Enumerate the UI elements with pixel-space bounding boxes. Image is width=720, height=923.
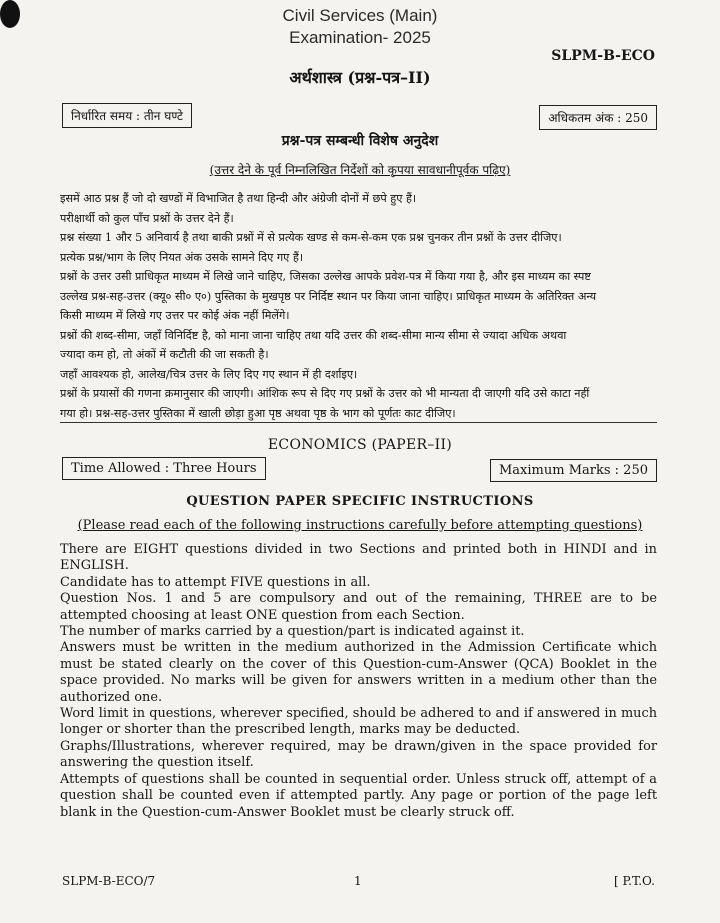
english-instructions-heading: QUESTION PAPER SPECIFIC INSTRUCTIONS: [186, 494, 534, 509]
hindi-line: गया हो। प्रश्न-सह-उत्तर पुस्तिका में खाली छोड़ा हुआ पृष्ठ अथवा पृष्ठ के भाग को पूर्णतः काट दीजिए।: [60, 406, 456, 420]
english-instruction: Attempts of questions shall be counted in sequential order. Unless struck off, attempt of a question shall be counted even if attempted partly. Any page or portion of the page left blank in the Question-cum-Answer Booklet must be clearly struck off.: [60, 771, 657, 820]
english-instructions-list: [60, 542, 657, 821]
footer-page-number: 1: [354, 874, 362, 888]
english-instructions-subheading: (Please read each of the following instructions carefully before attempting questions): [77, 518, 643, 533]
english-instruction: Candidate has to attempt FIVE questions in all.: [60, 574, 371, 590]
hindi-paper-title: अर्थशास्त्र (प्रश्न-पत्र–II): [289, 68, 431, 87]
hindi-line: किसी माध्यम में लिखे गए उत्तर पर कोई अंक नहीं मिलेंगे।: [60, 309, 290, 322]
hindi-line: परीक्षार्थी को कुल पाँच प्रश्नों के उत्तर देने हैं।: [60, 211, 234, 225]
hindi-instructions-heading: प्रश्न-पत्र सम्बन्धी विशेष अनुदेश: [281, 133, 439, 149]
hindi-line: प्रश्नों की शब्द-सीमा, जहाँ विनिर्दिष्ट है, को माना जाना चाहिए तथा यदि उत्तर की शब्द-सीमा मान्य सीमा से ज्यादा अधिक अथवा: [60, 328, 567, 342]
hindi-line: प्रश्न संख्या 1 और 5 अनिवार्य है तथा बाकी प्रश्नों में से प्रत्येक खण्ड से कम-से-कम एक प्रश्न चुनकर तीन प्रश्नों के उत्तर दीजिए।: [60, 231, 562, 244]
footer-paper-code: SLPM-B-ECO/7: [62, 874, 156, 888]
hindi-line: प्रत्येक प्रश्न/भाग के लिए नियत अंक उसके सामने दिए गए हैं।: [60, 250, 304, 264]
english-instruction: Word limit in questions, wherever specified, should be adhered to and if answered in much longer or shorter than the prescribed length, marks may be deducted.: [60, 706, 657, 738]
exam-line-2: Examination- 2025: [289, 28, 431, 47]
corner-registration-dot: [0, 0, 20, 28]
hindi-line: ज्यादा कम हो, तो अंकों में कटौती की जा सकती है।: [60, 348, 269, 361]
english-paper-title: ECONOMICS (PAPER–II): [267, 437, 453, 453]
hindi-instructions-subheading: (उत्तर देने के पूर्व निम्नलिखित निर्देशों को कृपया सावधानीपूर्वक पढ़िए): [209, 163, 511, 177]
hindi-time-allowed-box: निर्धारित समय : तीन घण्टे: [62, 103, 192, 128]
english-instruction: Graphs/Illustrations, wherever required, may be drawn/given in the space provided for answering the question itself.: [60, 738, 657, 771]
hindi-line: प्रश्नों के प्रयासों की गणना क्रमानुसार की जाएगी। आंशिक रूप से दिए गए प्रश्नों के उत्तर को भी मान्यता दी जाएगी यदि उसे काटा नहीं: [60, 387, 590, 400]
english-instruction: The number of marks carried by a question/part is indicated against it.: [60, 624, 525, 640]
hindi-instructions-list: [60, 189, 660, 423]
hindi-line: प्रश्नों के उत्तर उसी प्राधिकृत माध्यम में लिखे जाने चाहिए, जिसका उल्लेख आपके प्रवेश-पत्र में किया गया है, और इस माध्यम का स्पष्ट: [60, 270, 591, 283]
paper-code: SLPM-B-ECO: [551, 48, 655, 64]
footer-pto: [ P.T.O.: [614, 874, 655, 888]
hindi-line: जहाँ आवश्यक हो, आलेख/चित्र उत्तर के लिए दिए गए स्थान में ही दर्शाइए।: [60, 367, 358, 381]
english-time-allowed-box: Time Allowed : Three Hours: [62, 457, 266, 480]
english-instruction: Answers must be written in the medium authorized in the Admission Certificate which must be stated clearly on the cover of this Question-cum-Answer (QCA) Booklet in the space provided. No marks will be given for answers written in a medium other than the authorized one.: [60, 640, 657, 705]
hindi-line: उल्लेख प्रश्न-सह-उत्तर (क्यू० सी० ए०) पुस्तिका के मुखपृष्ठ पर निर्दिष्ट स्थान पर किया जाना चाहिए। प्राधिकृत माध्यम के अतिरिक्त अन्य: [60, 289, 597, 303]
section-divider: [60, 422, 657, 423]
hindi-line: इसमें आठ प्रश्न हैं जो दो खण्डों में विभाजित है तथा हिन्दी और अंग्रेजी दोनों में छपे हुए हैं।: [60, 192, 417, 205]
english-instruction: There are EIGHT questions divided in two Sections and printed both in HINDI and in ENGLISH.: [60, 542, 657, 574]
exam-line-1: Civil Services (Main): [282, 6, 438, 25]
english-max-marks-box: Maximum Marks : 250: [490, 459, 657, 482]
english-instruction: Question Nos. 1 and 5 are compulsory and out of the remaining, THREE are to be attempted choosing at least ONE question from each Section.: [60, 591, 657, 623]
hindi-max-marks-box: अधिकतम अंक : 250: [539, 105, 657, 130]
